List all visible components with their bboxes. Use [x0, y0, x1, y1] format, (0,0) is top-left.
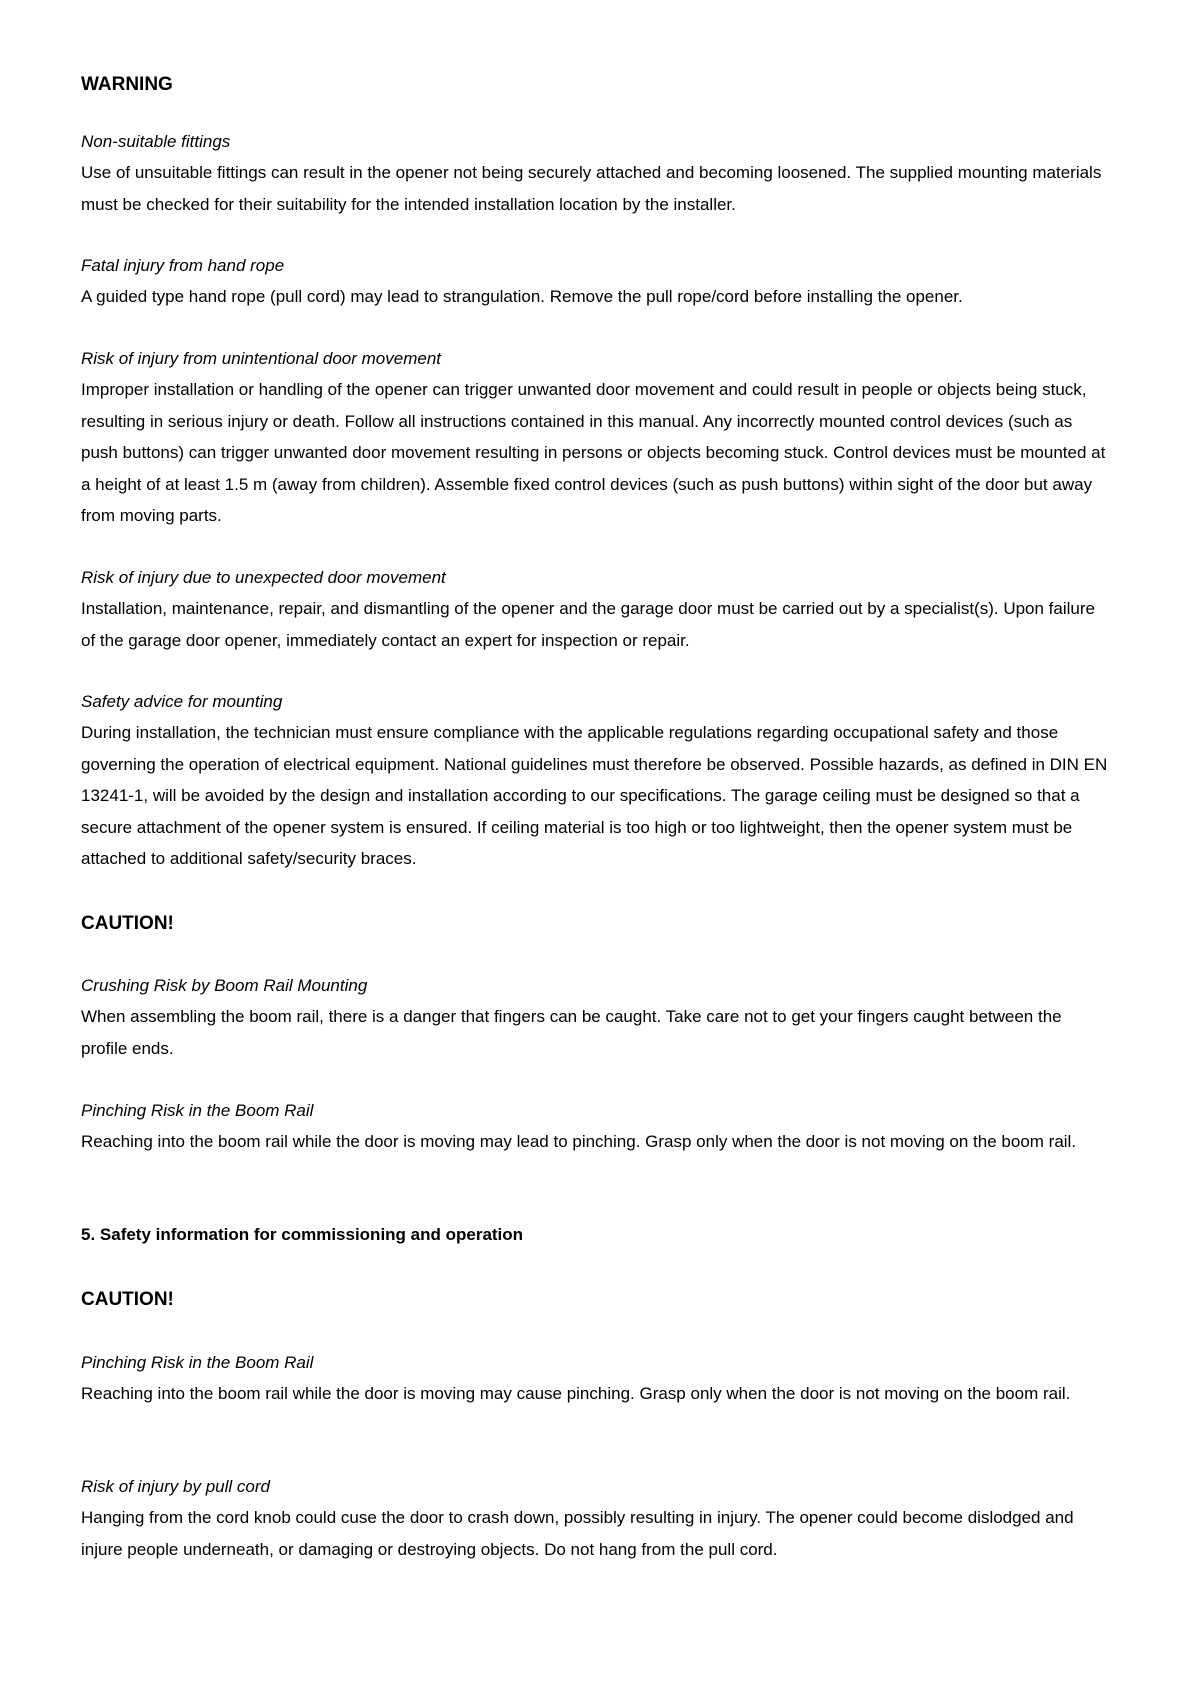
- warning-item-text: Use of unsuitable fittings can result in the opener not being securely attached and becoming loosened. The supplied mounting materials must be checked for their suitability for the intended installation location by the installer.: [81, 163, 1102, 214]
- caution-item-text: Reaching into the boom rail while the door is moving may lead to pinching. Grasp only when the door is not moving on the boom rail.: [81, 1132, 1077, 1151]
- caution-item-title: Pinching Risk in the Boom Rail: [81, 1353, 314, 1372]
- warning-item-text: During installation, the technician must ensure compliance with the applicable regulations regarding occupational safety and those governing the operation of electrical equipment. National guidelines must therefore be observed. Possible hazards, as defined in DIN EN 13241-1, will be avoided by the design and installation according to our specifications. The garage ceiling must be designed so that a secure attachment of the opener system is ensured. If ceiling material is too high or too lightweight, then the opener system must be attached to additional safety/security braces.: [81, 723, 1108, 868]
- warning-heading: WARNING: [81, 74, 173, 95]
- caution-item-text: Hanging from the cord knob could cuse the door to crash down, possibly resulting in injury. The opener could become dislodged and injure people underneath, or damaging or destroying objects. Do not hang from the pull cord.: [81, 1508, 1074, 1559]
- warning-item-text: Installation, maintenance, repair, and dismantling of the opener and the garage door must be carried out by a specialist(s). Upon failure of the garage door opener, immediately contact an expert for inspection or repair.: [81, 599, 1095, 650]
- caution-heading: CAUTION!: [81, 913, 174, 934]
- warning-item-text: Improper installation or handling of the opener can trigger unwanted door movement and could result in people or objects being stuck, resulting in serious injury or death. Follow all instructions contained in this manual. Any incorrectly mounted control devices (such as push buttons) can trigger unwanted door movement resulting in persons or objects becoming stuck. Control devices must be mounted at a height of at least 1.5 m (away from children). Assemble fixed control devices (such as push buttons) within sight of the door but away from moving parts.: [81, 380, 1106, 525]
- warning-item-title: Risk of injury from unintentional door movement: [81, 349, 441, 368]
- caution-item-text: Reaching into the boom rail while the door is moving may cause pinching. Grasp only when the door is not moving on the boom rail.: [81, 1384, 1071, 1403]
- warning-item-text: A guided type hand rope (pull cord) may lead to strangulation. Remove the pull rope/cord before installing the opener.: [81, 287, 963, 306]
- section-title: 5. Safety information for commissioning and operation: [81, 1225, 524, 1244]
- warning-item-title: Safety advice for mounting: [81, 692, 283, 711]
- caution-heading: CAUTION!: [81, 1289, 174, 1310]
- caution-item-title: Pinching Risk in the Boom Rail: [81, 1101, 314, 1120]
- caution-item-title: Risk of injury by pull cord: [81, 1477, 270, 1496]
- caution-item-text: When assembling the boom rail, there is a danger that fingers can be caught. Take care not to get your fingers caught between the profile ends.: [81, 1007, 1062, 1058]
- warning-item-title: Risk of injury due to unexpected door movement: [81, 568, 446, 587]
- caution-item-title: Crushing Risk by Boom Rail Mounting: [81, 976, 368, 995]
- warning-item-title: Non-suitable fittings: [81, 132, 231, 151]
- warning-item-title: Fatal injury from hand rope: [81, 256, 285, 275]
